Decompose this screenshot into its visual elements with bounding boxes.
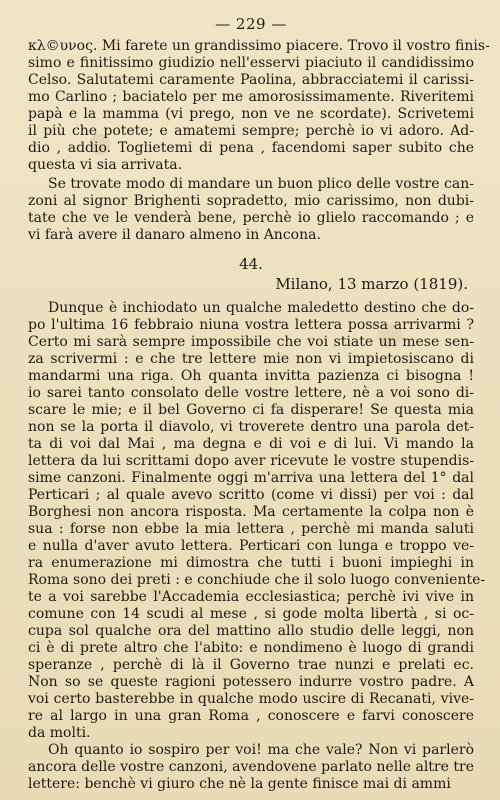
text-line: Perticari ; al quale avevo scritto (come vi dissi) per voi : dal: [28, 487, 474, 503]
text-line: Borghesi non ancora risposta. Ma certamente la colpa non è: [28, 504, 474, 520]
text-line: comune con 14 scudi al mese , si gode molta libertà , si oc-: [28, 606, 474, 622]
text-line: sua : forse non ebbe la mia lettera , perchè mi manda saluti: [28, 521, 474, 537]
page-number: — 229 —: [215, 15, 287, 33]
text-line: ta di voi dal Mai , ma degna e di voi e di lui. Vi mando la: [28, 436, 474, 452]
text-line: questa vi sia arrivata.: [28, 157, 183, 173]
letter-paragraph-1: [28, 300, 486, 742]
text-line: κλ©υνος. Mi farete un grandissimo piacere. Trovo il vostro finis-: [28, 38, 490, 54]
text-line: lettere: benchè vi giuro che nè la gente finisce mai di ammi: [28, 776, 451, 792]
letter-number: 44.: [239, 255, 263, 273]
text-line: speranze , perchè di là il Governo trae nunzi e prelati ec.: [28, 657, 474, 673]
text-line: dio , addio. Toglietemi di pena , facendomi saper subito che: [28, 140, 474, 156]
text-line: Se trovate modo di mandare un buon plico delle vostre can-: [48, 176, 474, 192]
text-line: re al largo in una gran Roma , conoscere e farvi conoscere: [28, 708, 474, 724]
text-line: il più che potete; e amatemi sempre; perchè io vi adoro. Ad-: [28, 123, 474, 139]
text-line: za scrivermi : e che tre lettere mie non vi impietosiscano di: [28, 351, 474, 367]
text-line: Certo mi sarà sempre impossibile che voi stiate un mese sen-: [28, 334, 474, 350]
text-line: te a voi sarebbe l'Accademia ecclesiastica; perchè ivi vive in: [28, 589, 474, 605]
text-line: da molti.: [28, 725, 91, 741]
text-line: e nulla d'aver avuto lettera. Perticari con lunga e troppo ve-: [28, 538, 474, 554]
text-line: mandarmi una riga. Oh quanta invitta pazienza ci bisogna !: [28, 368, 474, 384]
text-line: scare le mie; e il bel Governo ci fa disperare! Se questa mia: [28, 402, 474, 418]
text-line: Oh quanto io sospiro per voi! ma che vale? Non vi parlerò: [48, 742, 474, 758]
text-line: Roma sono dei preti : e conchiude che il solo luogo conveniente-: [28, 572, 486, 588]
text-line: non se la porta il diavolo, vi troverete dentro una parola det-: [28, 419, 474, 435]
paragraph-1: [28, 38, 490, 174]
text-line: Non so se queste ragioni potessero indurre vostro padre. A: [28, 674, 474, 690]
text-line: simo e finitissimo giudizio nell'esservi piaciuto il candidissimo: [28, 55, 474, 71]
text-line: Dunque è inchiodato un qualche maledetto destino che do-: [48, 300, 474, 316]
text-line: papà e la mamma (vi prego, non ve ne scordate). Scrivetemi: [28, 106, 474, 122]
text-line: sime canzoni. Finalmente oggi m'arriva una lettera del 1° dal: [28, 470, 474, 486]
text-line: zoni al signor Brighenti sopradetto, mio carissimo, non dubi-: [28, 193, 474, 209]
letter-date: Milano, 13 marzo (1819).: [275, 275, 468, 293]
text-line: voi certo basterebbe in qualche modo uscire di Recanati, vive-: [28, 691, 474, 707]
text-line: io sarei tanto consolato delle vostre lettere, nè a voi sono di-: [28, 385, 474, 401]
text-line: tate che ve le venderà bene, perchè io glielo raccomando ; e: [28, 210, 474, 226]
text-line: cupa sol qualche ora del mattino allo studio delle leggi, non: [28, 623, 474, 639]
letter-paragraph-2: [28, 742, 474, 793]
text-line: ci è di prete altro che l'abito: e nondimeno è luogo di grandi: [28, 640, 474, 656]
text-line: vi farà avere il danaro almeno in Ancona.: [28, 227, 321, 243]
text-line: Celso. Salutatemi caramente Paolina, abbracciatemi il carissi-: [28, 72, 474, 88]
paragraph-2: [28, 176, 474, 244]
page-body: [28, 38, 490, 793]
text-line: ra enumerazione mi dimostra che tutti i buoni impieghi in: [28, 555, 474, 571]
text-line: lettera da lui scrittami dopo aver ricevute le vostre stupendis-: [28, 453, 474, 469]
text-line: po l'ultima 16 febbraio niuna vostra lettera possa arrivarmi ?: [28, 317, 474, 333]
text-line: ancora delle vostre canzoni, avendovene parlato nelle altre tre: [28, 759, 474, 775]
text-line: mo Carlino ; baciatelo per me amorosissimamente. Riveritemi: [28, 89, 474, 105]
